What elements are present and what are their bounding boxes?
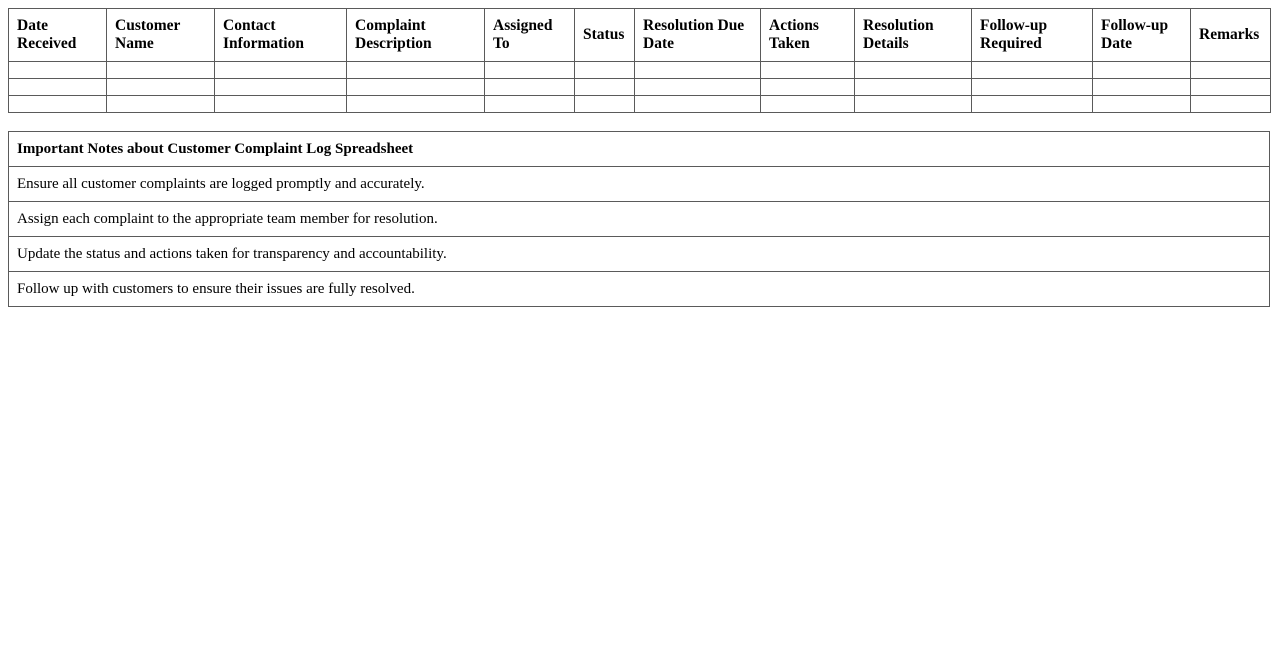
note-row bbox=[9, 167, 1270, 202]
table-cell[interactable] bbox=[855, 96, 972, 113]
note-item: Update the status and actions taken for transparency and accountability. bbox=[9, 237, 1270, 272]
table-header-row bbox=[9, 9, 1271, 62]
table-row bbox=[9, 62, 1271, 79]
table-cell[interactable] bbox=[107, 79, 215, 96]
column-header-date-received: Date Received bbox=[9, 9, 107, 62]
table-cell[interactable] bbox=[1093, 79, 1191, 96]
table-cell[interactable] bbox=[575, 96, 635, 113]
table-cell[interactable] bbox=[485, 79, 575, 96]
column-header-contact-information: Contact Information bbox=[215, 9, 347, 62]
table-cell[interactable] bbox=[635, 79, 761, 96]
table-cell[interactable] bbox=[635, 62, 761, 79]
table-cell[interactable] bbox=[761, 62, 855, 79]
note-row bbox=[9, 272, 1270, 307]
note-row bbox=[9, 202, 1270, 237]
note-row bbox=[9, 237, 1270, 272]
table-cell[interactable] bbox=[575, 79, 635, 96]
column-header-follow-up-date: Follow-up Date bbox=[1093, 9, 1191, 62]
table-cell[interactable] bbox=[347, 79, 485, 96]
table-cell[interactable] bbox=[1191, 96, 1271, 113]
table-cell[interactable] bbox=[1191, 62, 1271, 79]
table-cell[interactable] bbox=[9, 79, 107, 96]
table-cell[interactable] bbox=[855, 79, 972, 96]
table-cell[interactable] bbox=[107, 96, 215, 113]
table-cell[interactable] bbox=[972, 79, 1093, 96]
table-cell[interactable] bbox=[855, 62, 972, 79]
table-cell[interactable] bbox=[347, 96, 485, 113]
table-cell[interactable] bbox=[972, 62, 1093, 79]
notes-title-row bbox=[9, 132, 1270, 167]
table-body bbox=[9, 62, 1271, 113]
table-cell[interactable] bbox=[485, 96, 575, 113]
column-header-actions-taken: Actions Taken bbox=[761, 9, 855, 62]
note-item: Assign each complaint to the appropriate team member for resolution. bbox=[9, 202, 1270, 237]
note-item: Ensure all customer complaints are logged promptly and accurately. bbox=[9, 167, 1270, 202]
column-header-complaint-description: Complaint Description bbox=[347, 9, 485, 62]
column-header-assigned-to: Assigned To bbox=[485, 9, 575, 62]
column-header-customer-name: Customer Name bbox=[107, 9, 215, 62]
table-cell[interactable] bbox=[215, 96, 347, 113]
column-header-remarks: Remarks bbox=[1191, 9, 1271, 62]
table-cell[interactable] bbox=[761, 96, 855, 113]
important-notes-table bbox=[8, 131, 1270, 307]
complaint-log-table bbox=[8, 8, 1271, 113]
column-header-follow-up-required: Follow-up Required bbox=[972, 9, 1093, 62]
table-cell[interactable] bbox=[215, 62, 347, 79]
table-cell[interactable] bbox=[1191, 79, 1271, 96]
note-item: Follow up with customers to ensure their issues are fully resolved. bbox=[9, 272, 1270, 307]
table-row bbox=[9, 96, 1271, 113]
table-cell[interactable] bbox=[972, 96, 1093, 113]
notes-title: Important Notes about Customer Complaint Log Spreadsheet bbox=[9, 132, 1270, 167]
table-cell[interactable] bbox=[1093, 62, 1191, 79]
table-cell[interactable] bbox=[635, 96, 761, 113]
table-cell[interactable] bbox=[347, 62, 485, 79]
table-cell[interactable] bbox=[761, 79, 855, 96]
column-header-resolution-due-date: Resolution Due Date bbox=[635, 9, 761, 62]
table-cell[interactable] bbox=[107, 62, 215, 79]
table-cell[interactable] bbox=[215, 79, 347, 96]
table-cell[interactable] bbox=[575, 62, 635, 79]
table-row bbox=[9, 79, 1271, 96]
column-header-resolution-details: Resolution Details bbox=[855, 9, 972, 62]
table-cell[interactable] bbox=[1093, 96, 1191, 113]
column-header-status: Status bbox=[575, 9, 635, 62]
table-cell[interactable] bbox=[485, 62, 575, 79]
table-cell[interactable] bbox=[9, 62, 107, 79]
table-cell[interactable] bbox=[9, 96, 107, 113]
